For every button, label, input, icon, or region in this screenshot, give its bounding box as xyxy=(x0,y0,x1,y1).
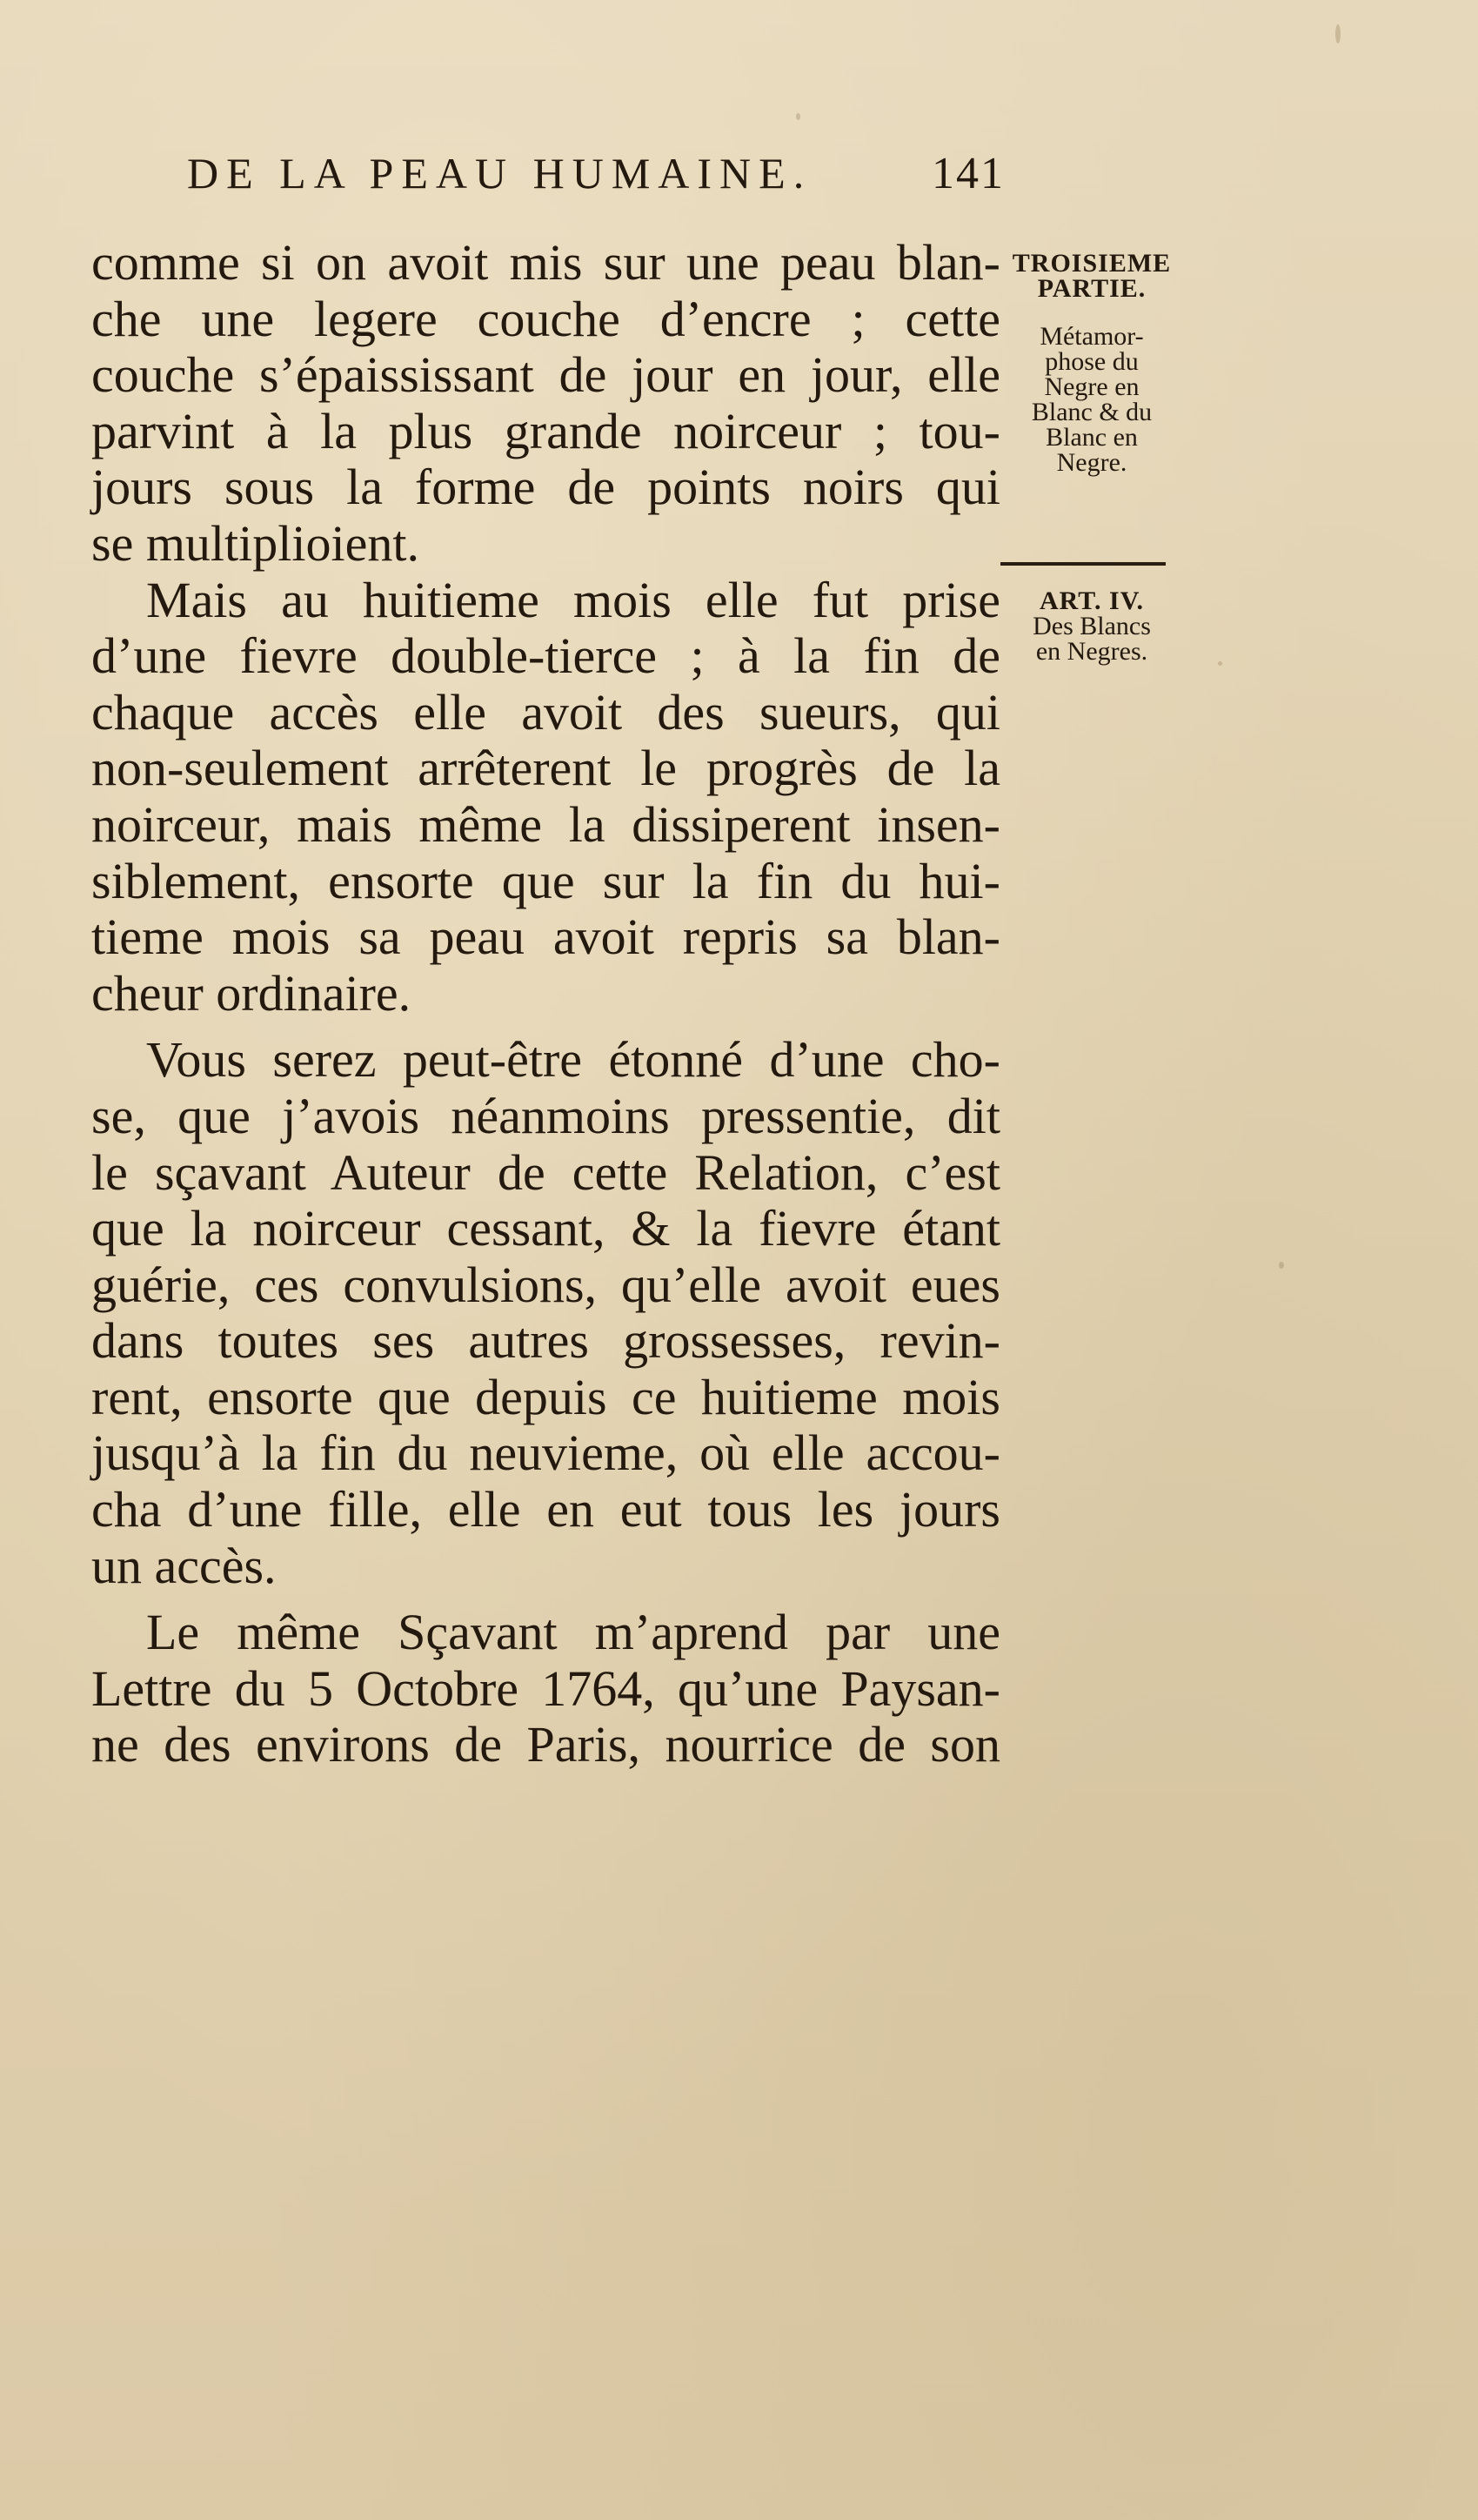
paper-stain xyxy=(796,113,800,120)
margin-note-line: Negre en xyxy=(1044,372,1140,401)
main-text xyxy=(91,235,1000,1773)
text-line: chaque accès elle avoit des sueurs, qui xyxy=(91,683,1000,741)
text-line: jours sous la forme de points noirs qui xyxy=(91,459,1000,516)
margin-note-line: Blanc & du xyxy=(1031,398,1153,426)
margin-note-subject xyxy=(1009,324,1174,475)
text-line: jusqu’à la fin du neuvieme, où elle accou- xyxy=(91,1424,1000,1482)
text-line: d’une fievre double-tierce ; à la fin de xyxy=(91,627,1000,685)
margin-note-line: phose du xyxy=(1045,347,1139,376)
text-line: siblement, ensorte que sur la fin du hui- xyxy=(91,852,1000,909)
text-line: Vous serez peut-être étonné d’une cho- xyxy=(146,1031,1000,1089)
margin-note-line: en Negres. xyxy=(1035,637,1148,666)
text-line: tieme mois sa peau avoit repris sa blan- xyxy=(91,908,1000,966)
text-line: Lettre du 5 Octobre 1764, qu’une Paysan- xyxy=(91,1659,1000,1717)
text-line: Mais au huitieme mois elle fut prise xyxy=(146,571,1000,628)
paper-stain xyxy=(1279,1262,1284,1269)
text-line: Le même Sçavant m’aprend par une xyxy=(146,1604,1000,1661)
text-line: dans toutes ses autres grossesses, revin- xyxy=(91,1312,1000,1370)
text-line: guérie, ces convulsions, qu’elle avoit eues xyxy=(91,1256,1000,1313)
text-line: le sçavant Auteur de cette Relation, c’est xyxy=(91,1143,1000,1201)
text-line: un accès. xyxy=(91,1537,277,1594)
text-line: couche s’épaississant de jour en jour, elle xyxy=(91,346,1000,404)
margin-note-line: PARTIE. xyxy=(1037,274,1147,303)
margin-note-line: Negre. xyxy=(1056,448,1127,477)
running-head xyxy=(187,148,1005,209)
text-line: comme si on avoit mis sur une peau blan- xyxy=(91,234,1000,291)
text-line: se, que j’avois néanmoins pressentie, dit xyxy=(91,1087,1000,1144)
text-line: ne des environs de Paris, nourrice de son xyxy=(91,1716,1000,1773)
text-line: cha d’une fille, elle en eut tous les jours xyxy=(91,1481,1000,1538)
margin-note-part xyxy=(1009,251,1174,301)
paper-stain xyxy=(1218,661,1222,666)
text-line: noirceur, mais même la dissiperent insen- xyxy=(91,795,1000,853)
text-line: che une legere couche d’encre ; cette xyxy=(91,290,1000,347)
margin-note-line: TROISIEME xyxy=(1012,249,1172,278)
text-line: rent, ensorte que depuis ce huitieme mois xyxy=(91,1368,1000,1425)
text-line: non-seulement arrêterent le progrès de la xyxy=(91,740,1000,797)
text-line: cheur ordinaire. xyxy=(91,964,411,1022)
running-title: DE LA PEAU HUMAINE. xyxy=(187,149,813,198)
margin-note-line: Blanc en xyxy=(1046,423,1138,452)
margin-note-line: ART. IV. xyxy=(1039,586,1145,615)
text-line: que la noirceur cessant, & la fievre étant xyxy=(91,1200,1000,1257)
text-line: parvint à la plus grande noirceur ; tou- xyxy=(91,402,1000,459)
paper-stain xyxy=(1335,24,1341,44)
margin-rule xyxy=(1000,562,1166,566)
text-line: se multiplioient. xyxy=(91,514,419,572)
page-number: 141 xyxy=(932,149,1005,198)
margin-note-line: Des Blancs xyxy=(1033,612,1151,640)
margin-note-line: Métamor- xyxy=(1040,322,1144,351)
margin-note-article xyxy=(1009,588,1174,664)
